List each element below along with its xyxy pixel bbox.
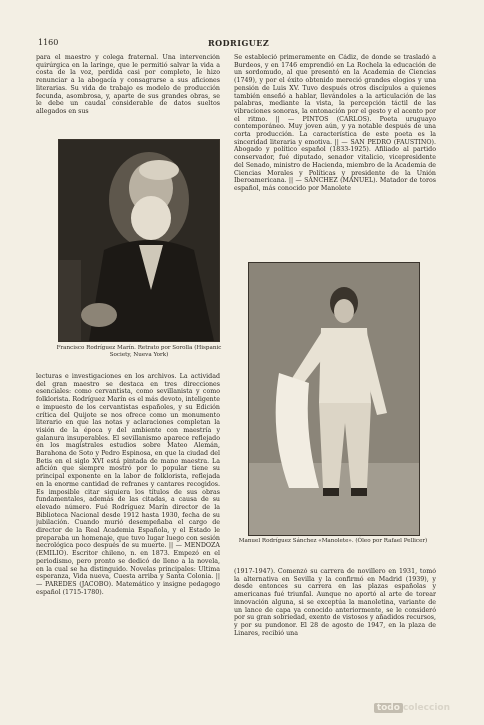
left-column-bottom-text — [36, 373, 220, 701]
paragraph: Se estableció primeramente en Cádiz, de donde se trasladó a Burdeos, y en 1746 emprendió en La Rochela la educación de un sordomudo, al que presentó en la Academia de Ciencias (1749), y por el éxito obtenido mereció grandes elogios y una pensión de Luis XV. Tuvo después otros discípulos a quienes también enseñó a hablar, llevándoles a la articulación de las palabras, mediante la vista, la percepción táctil de las vibraciones sonoras, la entonación por el gesto y el acento por el ritmo. || — PINTOS (CARLOS). Poeta uruguayo contemporáneo. Muy joven aún, y ya notable después de una corta producción. La característica de este poeta es la sinceridad literaria y emotiva. || — SAN PEDRO (FAUSTINO). Abogado y político español (1833-1925). Afiliado al partido conservador, fué diputado, senador vitalicio, vicepresidente del Senado, ministro de Hacienda, miembro de la Academia de Ciencias Morales y Políticas y presidente de la Unión Iberoamericana. || — SÁNCHEZ (MANUEL). Matador de toros español, más conocido por Manolete — [234, 54, 436, 192]
portrait-photo-rodriguez-marin — [58, 139, 220, 342]
painting-manolete — [248, 262, 420, 536]
watermark — [326, 703, 450, 715]
portrait-illustration — [59, 140, 219, 341]
right-column-top-text — [234, 54, 436, 254]
right-column-bottom-text — [234, 568, 436, 701]
watermark-rest: coleccion — [402, 703, 450, 713]
paragraph: para el maestro y colega fraternal. Una intervención quirúrgica en la laringe, que le permitió salvar la vida a costa de la voz, perdida casi por completo, le hizo renunciar a la abogacía y consagrarse a sus aficiones literarias. Su vida de trabajo es modelo de producción fecunda, asombrosa, y, aparte de sus grandes obras, se le debe un caudal considerable de datos sueltos allegados en sus — [36, 54, 220, 115]
painting-caption: Manuel Rodríguez Sánchez «Manolete». (Óleo por Rafael Pellicer) — [238, 538, 428, 544]
watermark-brand: todo — [374, 703, 403, 713]
portrait-caption: Francisco Rodríguez Marín. Retrato por Sorolla (Hispanic Society, Nueva York) — [56, 345, 222, 358]
running-title: RODRIGUEZ — [208, 38, 270, 48]
left-column-top-text — [36, 54, 220, 138]
page-header — [38, 38, 438, 50]
page-number: 1160 — [38, 38, 59, 47]
bullfighter-illustration — [249, 263, 419, 535]
paragraph: (1917-1947). Comenzó su carrera de novillero en 1931, tomó la alternativa en Sevilla y la confirmó en Madrid (1939), y desde entonces su carrera en las plazas españolas y americanas fué triunfal. Aunque no aportó al arte de torear innovación alguna, si se exceptúa la manoletina, variante de un lance de capa ya conocido anteriormente, se le consideró por su gran sobriedad, exento de vistosos y añadidos recursos, y por su pundonor. El 28 de agosto de 1947, en la plaza de Linares, recibió una — [234, 568, 436, 637]
paragraph: lecturas e investigaciones en los archivos. La actividad del gran maestro se destaca en tres direcciones esenciales: como cervantista, como sevillanista y como folklorista. Rodríguez Marín es el más devoto, inteligente e impuesto de los cervantistas españoles, y su Edición crítica del Quijote se nos ofrece como un monumento literario en que las notas y aclaraciones completan la visión de la época y del ambiente con maestría y galanura insuperables. El sevillanismo aparece reflejado en los magistrales estudios sobre Mateo Alemán, Barahona de Soto y Pedro Espinosa, en que la ciudad del Betis en el siglo XVI está pintada de mano maestra. La afición que siempre mostró por lo popular tiene su principal exponente en la labor de folklorista, reflejada en la enorme cantidad de refranes y cantares recogidos. Es imposible citar siquiera los títulos de sus obras fundamentales, además de las citadas, a causa de su elevado número. Fué Rodríguez Marín director de la Biblioteca Nacional desde 1912 hasta 1930, fecha de su jubilación. Cuando murió desempeñaba el cargo de director de la Real Academia Española, y el Estado le preparaba un homenaje, que tuvo lugar luego con sesión necrológica poco después de su muerte. || — MENDOZA (EMILIO). Escritor chileno, n. en 1873. Empezó en el periodismo, pero pronto se dedicó de lleno a la novela, en la cual se ha distinguido. Novelas principales: Ultima esperanza, Vida nueva, Cuesta arriba y Santa Colonia. || — PAREDES (JACOBO). Matemático y insigne pedagogo español (1715-1780). — [36, 373, 220, 596]
